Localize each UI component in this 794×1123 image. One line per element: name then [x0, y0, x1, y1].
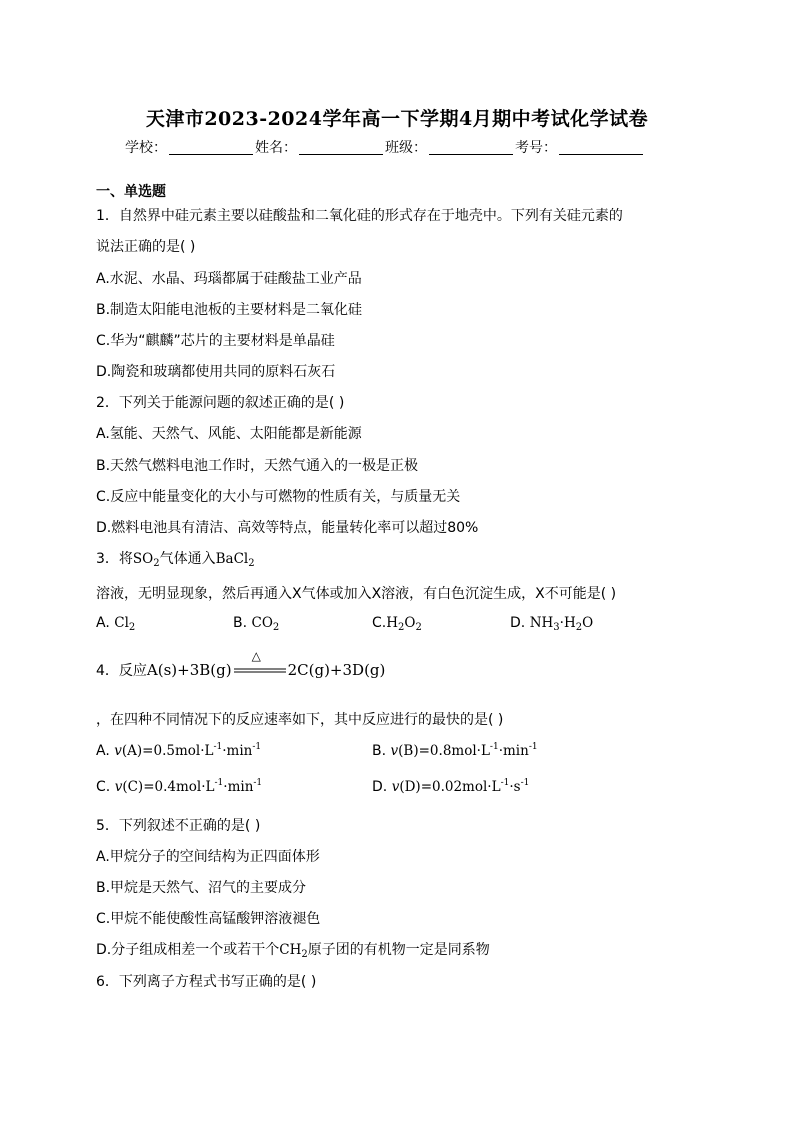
q4-b-unit: ·min: [498, 743, 529, 759]
q3-option-b[interactable]: [233, 615, 279, 633]
q3-stem-mid: 气体通入: [159, 551, 216, 567]
q3-so2-sub: 2: [153, 558, 160, 569]
school-label: 学校：: [125, 140, 167, 156]
q4-d-v: v: [391, 779, 400, 795]
q4-c-value: =0.4mol·L: [143, 779, 215, 795]
q3-stem-line2: 溶液，无明显现象，然后再通入X气体或加入X溶液，有白色沉淀生成，X不可能是( ): [96, 586, 617, 602]
q5-ch2: [279, 942, 307, 958]
q3-so2: [133, 551, 160, 567]
q3-d1: NH: [529, 615, 554, 631]
exam-title: 天津市2023-2024学年高一下学期4月期中考试化学试卷: [145, 108, 649, 130]
q3-d-label: D.: [510, 615, 526, 631]
q3-d2-sub: 2: [575, 622, 583, 633]
name-label: 姓名：: [255, 140, 297, 156]
class-label: 班级：: [385, 140, 427, 156]
q3-options-row: [96, 615, 716, 637]
q3-b-base: CO: [251, 615, 273, 631]
q3-bacl2-base: BaCl: [215, 551, 249, 567]
q6-stem: 6．下列离子方程式书写正确的是( ): [96, 974, 317, 990]
q4-stem-line2: ，在四种不同情况下的反应速率如下，其中反应进行的最快的是( ): [96, 712, 504, 728]
q4-a-exp1: -1: [213, 742, 223, 752]
q3-c-label: C.: [372, 615, 387, 631]
q3-c2-sub: 2: [415, 622, 422, 633]
q1-option-a[interactable]: A.水泥、水晶、玛瑙都属于硅酸盐工业产品: [96, 271, 362, 287]
q4-a-v: v: [114, 743, 122, 759]
q5-option-d[interactable]: [96, 939, 490, 960]
q4-b-label: B.: [372, 743, 387, 759]
q4-b-exp1: -1: [489, 742, 499, 752]
q4-c-species: (C): [122, 779, 144, 795]
q3-d3: O: [582, 615, 594, 631]
q4-options-row2: [96, 778, 716, 802]
q4-d-exp2: -1: [520, 778, 530, 788]
q4-b-value: =0.8mol·L: [418, 743, 490, 759]
q1-stem-line2: 说法正确的是( ): [96, 239, 196, 255]
q3-bacl2-sub: 2: [248, 558, 255, 569]
class-blank[interactable]: [429, 140, 513, 155]
q2-option-b[interactable]: B.天然气燃料电池工作时，天然气通入的一极是正极: [96, 458, 419, 474]
q3-c1: H: [386, 615, 399, 631]
q4-reversible-arrow: [232, 649, 288, 681]
q1-stem-line1: 1．自然界中硅元素主要以硅酸盐和二氧化硅的形式存在于地壳中。下列有关硅元素的: [96, 208, 623, 224]
q4-c-v: v: [114, 779, 123, 795]
q4-d-species: (D): [399, 779, 421, 795]
q3-d2: ·H: [559, 615, 576, 631]
q4-option-c[interactable]: [96, 778, 262, 795]
q3-bacl2: [216, 551, 255, 567]
number-label: 考号：: [515, 140, 557, 156]
q3-b-label: B.: [233, 615, 248, 631]
q5-ch2-base: CH: [279, 942, 302, 958]
q2-option-a[interactable]: A.氢能、天然气、风能、太阳能都是新能源: [96, 426, 362, 442]
q3-stem-pre: 3．将: [96, 551, 133, 567]
q4-d-label: D.: [372, 779, 388, 795]
q4-option-b[interactable]: [372, 742, 538, 759]
number-blank[interactable]: [559, 140, 643, 155]
q4-a-species: (A): [121, 743, 143, 759]
q4-a-unit: ·min: [222, 743, 253, 759]
q4-c-unit: ·min: [223, 779, 254, 795]
q5-stem: 5．下列叙述不正确的是( ): [96, 818, 261, 834]
q3-option-d[interactable]: [510, 615, 593, 633]
q3-a-label: A.: [96, 615, 110, 631]
q4-d-exp1: -1: [500, 778, 510, 788]
q4-options-row1: [96, 742, 716, 766]
q4-b-v: v: [390, 743, 399, 759]
q3-stem-line1: [96, 548, 255, 569]
q5-ch2-sub: 2: [301, 949, 308, 960]
q2-stem: 2．下列关于能源问题的叙述正确的是( ): [96, 395, 345, 411]
q2-option-d[interactable]: D.燃料电池具有清洁、高效等特点，能量转化率可以超过80%: [96, 520, 479, 536]
school-blank[interactable]: [169, 140, 253, 155]
q4-stem-pre: 4．反应: [96, 663, 147, 679]
q3-c2: O: [404, 615, 416, 631]
q3-a-sub: 2: [128, 622, 136, 633]
q5-d-post: 原子团的有机物一定是同系物: [307, 942, 490, 958]
q2-option-c[interactable]: C.反应中能量变化的大小与可燃物的性质有关，与质量无关: [96, 489, 461, 505]
q4-equation-left: A(s)+3B(g): [146, 661, 232, 679]
q1-option-d[interactable]: D.陶瓷和玻璃都使用共同的原料石灰石: [96, 364, 336, 380]
q4-a-label: A.: [96, 743, 110, 759]
q3-c1-sub: 2: [398, 622, 405, 633]
q5-d-pre: D.分子组成相差一个或若干个: [96, 942, 280, 958]
q4-c-exp2: -1: [253, 778, 263, 788]
q1-option-c[interactable]: C.华为“麒麟”芯片的主要材料是单晶硅: [96, 333, 335, 349]
q3-option-c[interactable]: [372, 615, 422, 633]
q4-c-exp1: -1: [214, 778, 224, 788]
q3-d1-sub: 3: [553, 622, 560, 633]
q4-c-label: C.: [96, 779, 111, 795]
q3-so2-base: SO: [132, 551, 154, 567]
student-info-line: [125, 137, 685, 157]
q4-a-value: =0.5mol·L: [142, 743, 214, 759]
q4-option-a[interactable]: [96, 742, 261, 759]
q3-option-a[interactable]: [96, 615, 135, 633]
q4-option-d[interactable]: [372, 778, 529, 795]
q4-equation-right: 2C(g)+3D(g): [287, 661, 386, 679]
q4-b-species: (B): [398, 743, 419, 759]
q4-b-exp2: -1: [528, 742, 538, 752]
q3-b-sub: 2: [272, 622, 280, 633]
q1-option-b[interactable]: B.制造太阳能电池板的主要材料是二氧化硅: [96, 302, 363, 318]
name-blank[interactable]: [299, 140, 383, 155]
q4-stem-line1: [96, 649, 386, 681]
q5-option-a[interactable]: A.甲烷分子的空间结构为正四面体形: [96, 849, 320, 865]
q3-a-base: Cl: [114, 615, 129, 631]
q5-option-c[interactable]: C.甲烷不能使酸性高锰酸钾溶液褪色: [96, 911, 321, 927]
q4-d-unit: ·s: [509, 779, 521, 795]
q4-a-exp2: -1: [252, 742, 262, 752]
q4-d-value: =0.02mol·L: [420, 779, 501, 795]
q5-option-b[interactable]: B.甲烷是天然气、沼气的主要成分: [96, 880, 307, 896]
section-heading: 一、单选题: [96, 184, 166, 200]
q4-heating-condition: △: [251, 649, 261, 663]
